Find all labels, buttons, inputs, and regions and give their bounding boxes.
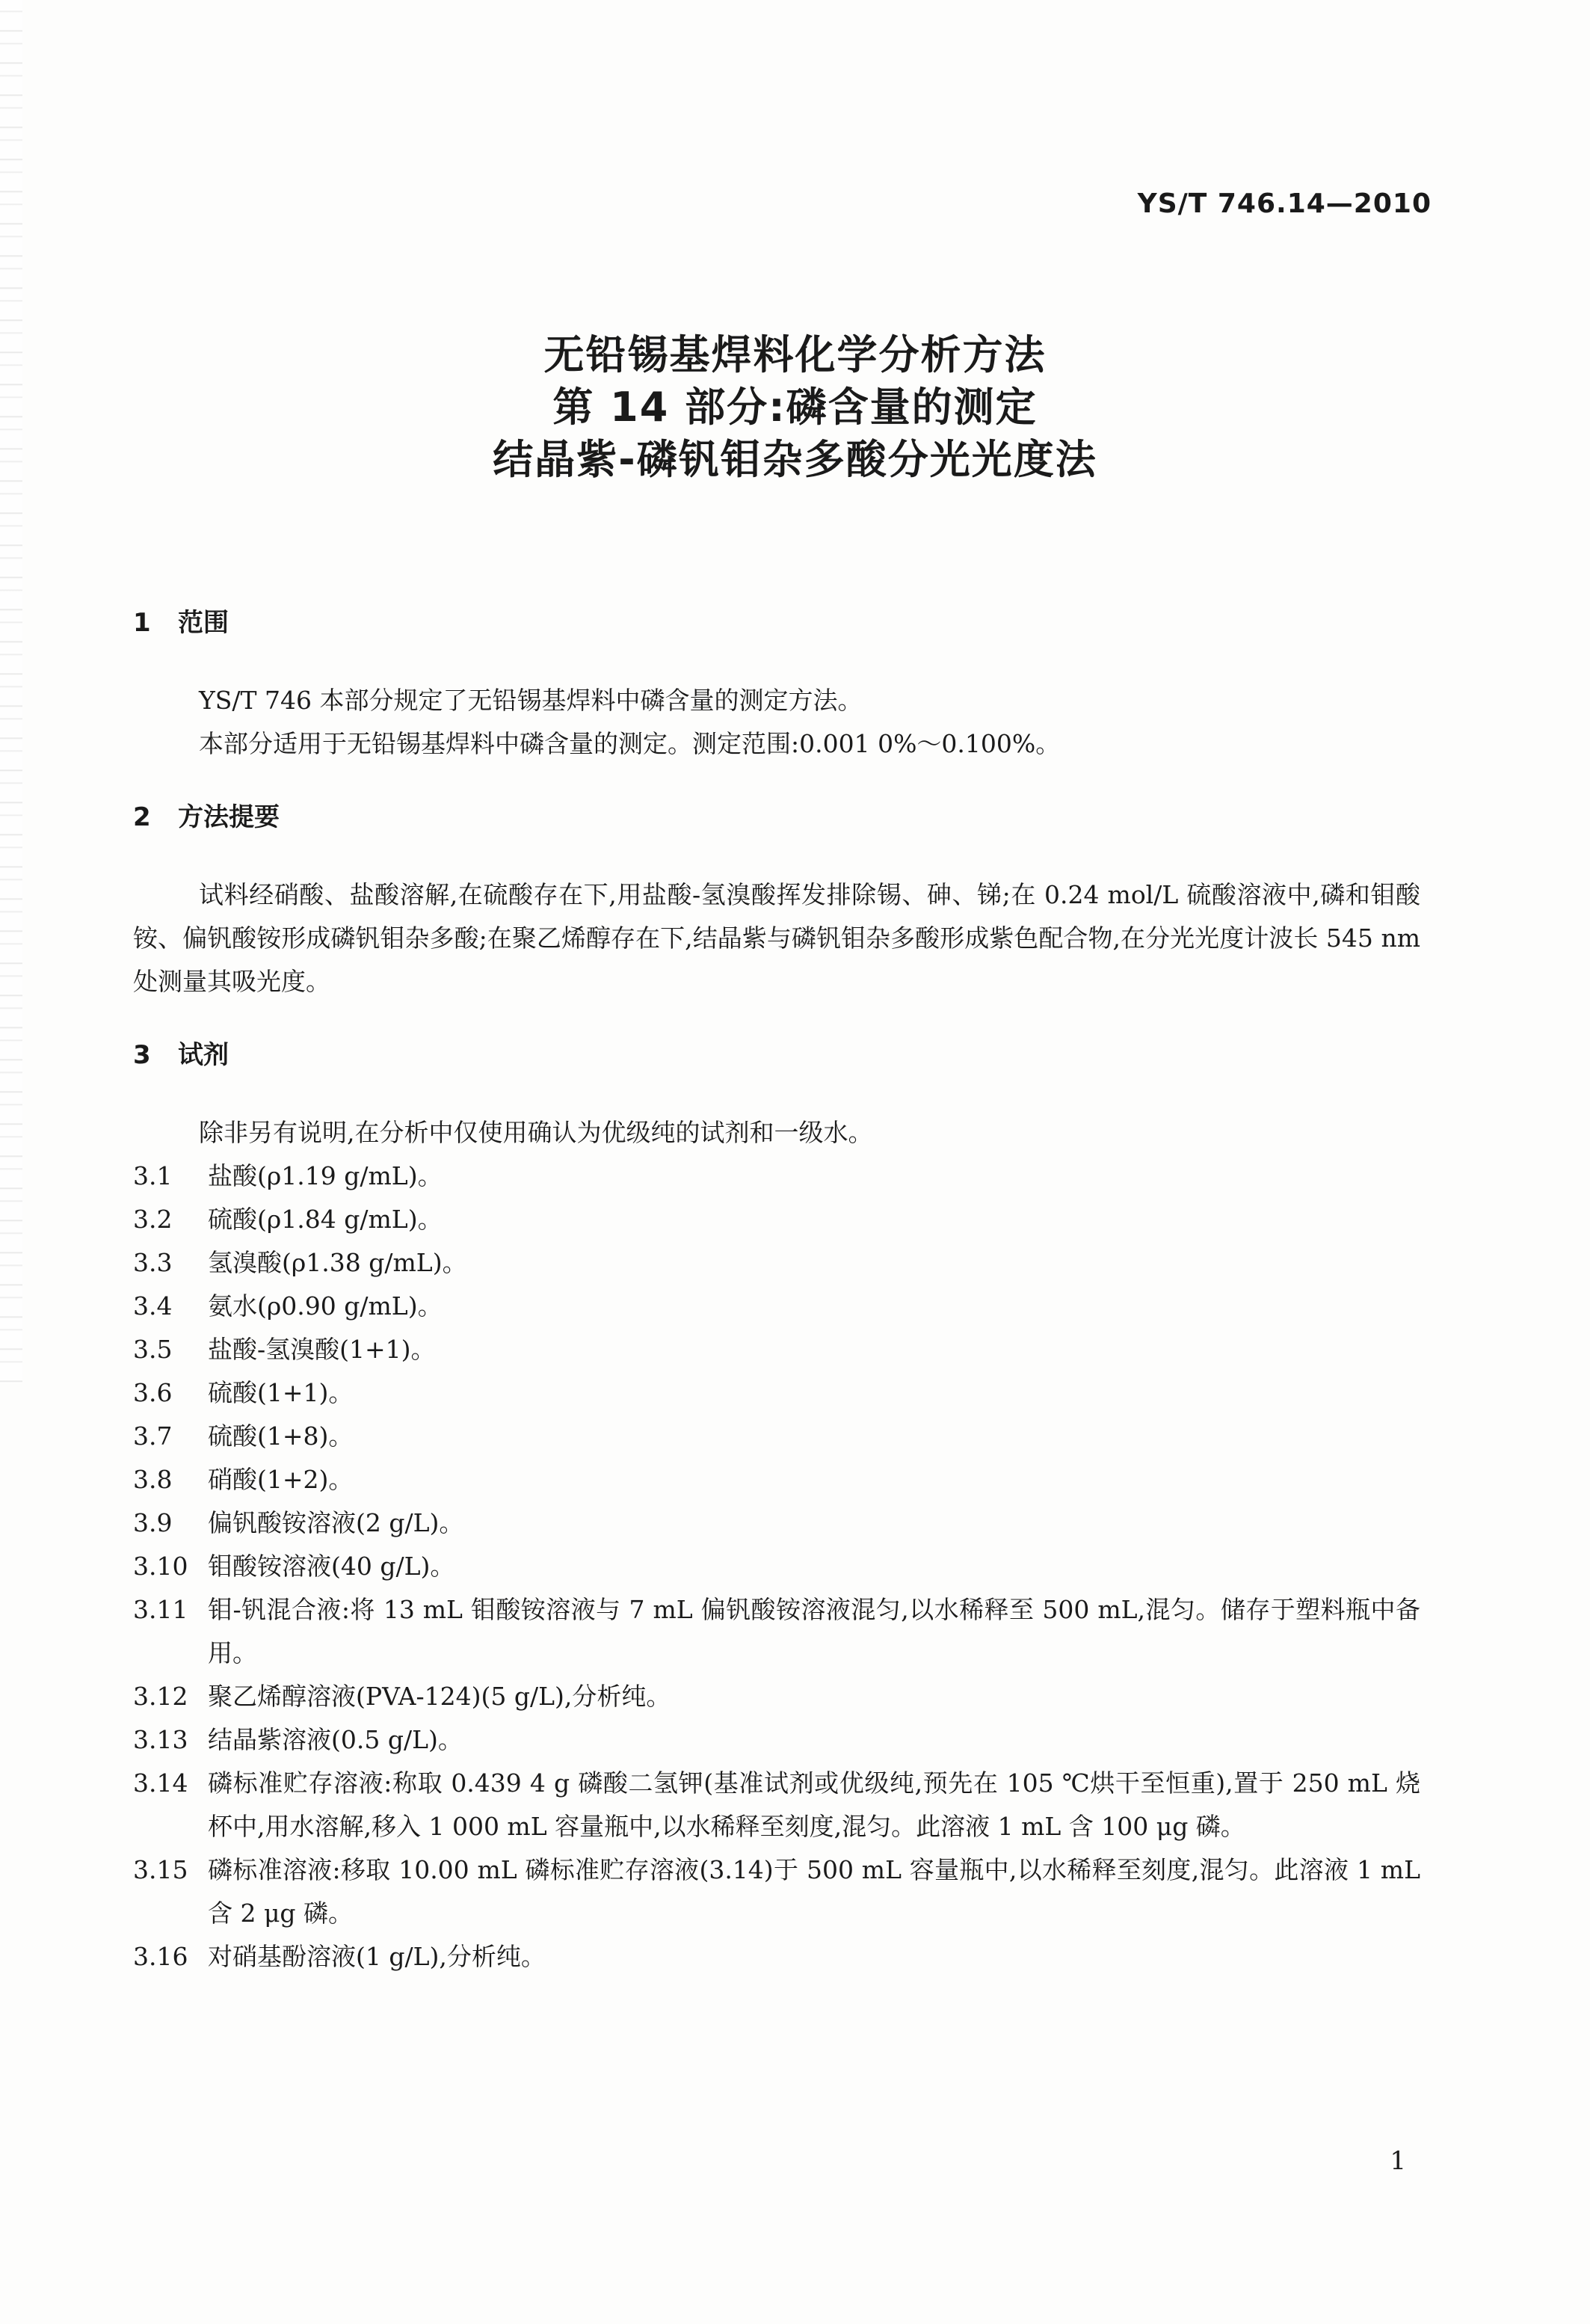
document-body — [133, 604, 1420, 1979]
item-number: 3.16 — [133, 1942, 188, 1971]
item-number: 3.6 — [133, 1378, 173, 1407]
section-2-body — [133, 873, 1420, 1003]
paragraph: 除非另有说明,在分析中仅使用确认为优级纯的试剂和一级水。 — [199, 1118, 873, 1147]
item-text: 氢溴酸(ρ1.38 g/mL)。 — [208, 1248, 467, 1277]
item-text: 偏钒酸铵溶液(2 g/L)。 — [208, 1508, 464, 1537]
item-text: 聚乙烯醇溶液(PVA-124)(5 g/L),分析纯。 — [208, 1682, 671, 1711]
item-number: 3.8 — [133, 1465, 173, 1494]
reagent-item — [133, 1545, 1420, 1588]
item-text: 氨水(ρ0.90 g/mL)。 — [208, 1291, 443, 1321]
item-number: 3.12 — [133, 1682, 188, 1711]
item-text: 钼-钒混合液:将 13 mL 钼酸铵溶液与 7 mL 偏钒酸铵溶液混匀,以水稀释至 500 mL,混匀。储存于塑料瓶中备用。 — [208, 1595, 1420, 1667]
reagent-item — [133, 1501, 1420, 1545]
item-text: 盐酸(ρ1.19 g/mL)。 — [208, 1161, 443, 1190]
item-number: 3.1 — [133, 1161, 173, 1190]
reagent-item — [133, 1762, 1420, 1848]
item-number: 3.13 — [133, 1725, 188, 1754]
reagent-item — [133, 1371, 1420, 1415]
item-text: 硫酸(1+1)。 — [208, 1378, 354, 1407]
item-number: 3.2 — [133, 1205, 173, 1234]
item-number: 3.3 — [133, 1248, 173, 1277]
reagent-item — [133, 1241, 1420, 1285]
reagent-list — [133, 1155, 1420, 1979]
section-title: 方法提要 — [178, 802, 280, 832]
paragraph: YS/T 746 本部分规定了无铅锡基焊料中磷含量的测定方法。 — [199, 686, 863, 715]
item-text: 硝酸(1+2)。 — [208, 1465, 354, 1494]
title-line-2: 第 14 部分:磷含量的测定 — [552, 384, 1038, 431]
section-2-heading — [133, 799, 1420, 836]
reagent-item — [133, 1328, 1420, 1371]
item-number: 3.14 — [133, 1768, 188, 1798]
section-number: 2 — [133, 802, 151, 832]
section-1-body — [133, 679, 1420, 766]
paragraph: 试料经硝酸、盐酸溶解,在硫酸存在下,用盐酸-氢溴酸挥发排除锡、砷、锑;在 0.24 mol/L 硫酸溶液中,磷和钼酸铵、偏钒酸铵形成磷钒钼杂多酸;在聚乙烯醇存在下,结晶紫与磷钒钼杂多酸形成紫色配合物,在分光光度计波长 545 nm 处测量其吸光度。 — [133, 880, 1420, 996]
standard-code: YS/T 746.14—2010 — [1137, 188, 1432, 219]
reagent-item — [133, 1935, 1420, 1979]
item-text: 结晶紫溶液(0.5 g/L)。 — [208, 1725, 463, 1754]
item-number: 3.9 — [133, 1508, 173, 1537]
section-3-body — [133, 1111, 1420, 1979]
reagent-item — [133, 1848, 1420, 1935]
document-title — [0, 329, 1590, 486]
reagent-item — [133, 1285, 1420, 1328]
item-text: 钼酸铵溶液(40 g/L)。 — [208, 1552, 455, 1581]
page-number: 1 — [1390, 2146, 1406, 2176]
item-number: 3.11 — [133, 1595, 188, 1624]
item-text: 磷标准溶液:移取 10.00 mL 磷标准贮存溶液(3.14)于 500 mL 容量瓶中,以水稀释至刻度,混匀。此溶液 1 mL 含 2 μg 磷。 — [208, 1855, 1420, 1928]
item-text: 硫酸(ρ1.84 g/mL)。 — [208, 1205, 443, 1234]
scan-edge-artifact — [0, 0, 22, 1383]
paragraph: 本部分适用于无铅锡基焊料中磷含量的测定。测定范围:0.001 0%～0.100%。 — [199, 729, 1061, 758]
section-number: 1 — [133, 608, 151, 638]
item-number: 3.15 — [133, 1855, 188, 1884]
item-text: 磷标准贮存溶液:称取 0.439 4 g 磷酸二氢钾(基准试剂或优级纯,预先在 105 ℃烘干至恒重),置于 250 mL 烧杯中,用水溶解,移入 1 000 mL 容量瓶中,以水稀释至刻度,混匀。此溶液 1 mL 含 100 μg 磷。 — [208, 1768, 1420, 1841]
title-line-3: 结晶紫-磷钒钼杂多酸分光光度法 — [493, 436, 1097, 483]
section-number: 3 — [133, 1040, 151, 1070]
section-3-heading — [133, 1036, 1420, 1074]
item-text: 对硝基酚溶液(1 g/L),分析纯。 — [208, 1942, 546, 1971]
section-title: 范围 — [178, 608, 229, 638]
item-text: 硫酸(1+8)。 — [208, 1421, 354, 1451]
reagent-item — [133, 1155, 1420, 1198]
reagent-item — [133, 1718, 1420, 1762]
reagent-item — [133, 1198, 1420, 1241]
item-number: 3.5 — [133, 1335, 173, 1364]
reagent-item — [133, 1675, 1420, 1718]
title-line-1: 无铅锡基焊料化学分析方法 — [543, 331, 1047, 378]
reagent-item — [133, 1415, 1420, 1458]
section-title: 试剂 — [178, 1040, 229, 1070]
reagent-item — [133, 1458, 1420, 1501]
item-number: 3.7 — [133, 1421, 173, 1451]
item-text: 盐酸-氢溴酸(1+1)。 — [208, 1335, 436, 1364]
section-1-heading — [133, 604, 1420, 642]
item-number: 3.10 — [133, 1552, 188, 1581]
reagent-item — [133, 1588, 1420, 1675]
item-number: 3.4 — [133, 1291, 173, 1321]
